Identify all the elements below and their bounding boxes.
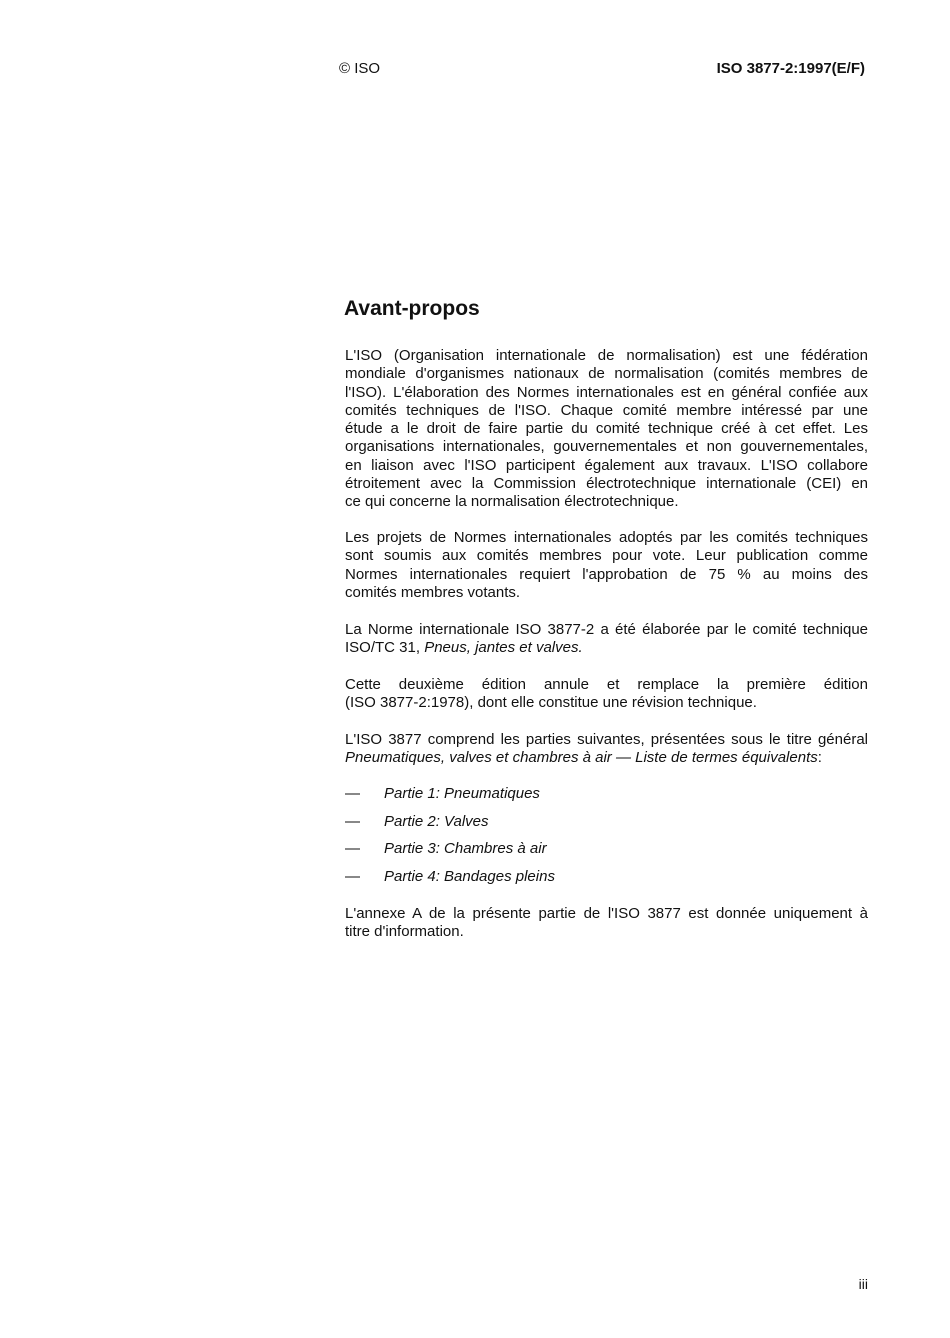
paragraph-line: Cette deuxième édition annule et remplace la première édition	[345, 676, 868, 693]
dash: —	[345, 785, 360, 802]
paragraph-line: étroitement avec la Commission électrotechnique internationale (CEI) en	[345, 475, 868, 493]
paragraph-line: Normes internationales requiert l'approbation de 75 % au moins des	[345, 565, 868, 583]
list-item-text: Partie 2: Valves	[384, 813, 489, 830]
list-item	[345, 840, 547, 858]
list-item-text: Partie 4: Bandages pleins	[384, 868, 555, 885]
section-heading: Avant-propos	[344, 297, 480, 320]
paragraph-annex	[345, 905, 868, 942]
paragraph-edition	[345, 676, 868, 713]
dash: —	[345, 840, 360, 857]
page-number: iii	[858, 1276, 868, 1292]
paragraph-line: titre d'information.	[345, 923, 464, 941]
list-item	[345, 813, 489, 831]
list-item	[345, 868, 555, 886]
paragraph-line: comités techniques de l'ISO. Chaque comité membre intéressé par une	[345, 401, 868, 419]
paragraph-line: en liaison avec l'ISO participent également aux travaux. L'ISO collabore	[345, 456, 868, 474]
paragraph-voting	[345, 529, 868, 602]
paragraph-line: comités membres votants.	[345, 583, 521, 601]
dash: —	[345, 813, 360, 830]
paragraph-iso-intro	[345, 347, 868, 512]
paragraph-line: Les projets de Normes internationales adoptés par les comités techniques	[345, 529, 868, 546]
paragraph-line: mondiale d'organismes nationaux de normalisation (comités membres de	[345, 365, 868, 383]
general-title: Pneumatiques, valves et chambres à air — Liste de termes équivalents	[345, 749, 818, 767]
paragraph-line: La Norme internationale ISO 3877-2 a été élaborée par le comité technique	[345, 621, 868, 638]
paragraph-line: L'ISO (Organisation internationale de normalisation) est une fédération	[345, 347, 868, 364]
paragraph-parts	[345, 731, 868, 768]
paragraph-line	[345, 639, 868, 657]
list-item	[345, 785, 540, 803]
paragraph-line: L'annexe A de la présente partie de l'ISO 3877 est donnée uniquement à	[345, 905, 868, 922]
list-item-text: Partie 3: Chambres à air	[384, 840, 547, 857]
paragraph-committee	[345, 621, 868, 658]
paragraph-line: ce qui concerne la normalisation électrotechnique.	[345, 493, 679, 511]
paragraph-line: étude a le droit de faire partie du comité technique créé à cet effet. Les	[345, 420, 868, 438]
colon: :	[817, 749, 822, 767]
list-item-text: Partie 1: Pneumatiques	[384, 785, 540, 802]
committee-code: ISO/TC 31,	[345, 639, 425, 657]
paragraph-line: L'ISO 3877 comprend les parties suivantes, présentées sous le titre général	[345, 731, 868, 748]
paragraph-line: sont soumis aux comités membres pour vote. Leur publication comme	[345, 547, 868, 565]
paragraph-line: l'ISO). L'élaboration des Normes internationales est en général confiée aux	[345, 383, 868, 401]
dash: —	[345, 868, 360, 885]
header-standard-number: ISO 3877-2:1997(E/F)	[716, 60, 865, 77]
paragraph-line: organisations internationales, gouvernementales et non gouvernementales,	[345, 438, 868, 456]
paragraph-line	[345, 749, 868, 767]
header-copyright: © ISO	[339, 60, 381, 77]
committee-title: Pneus, jantes et valves.	[424, 639, 583, 657]
paragraph-line: (ISO 3877-2:1978), dont elle constitue une révision technique.	[345, 694, 757, 712]
